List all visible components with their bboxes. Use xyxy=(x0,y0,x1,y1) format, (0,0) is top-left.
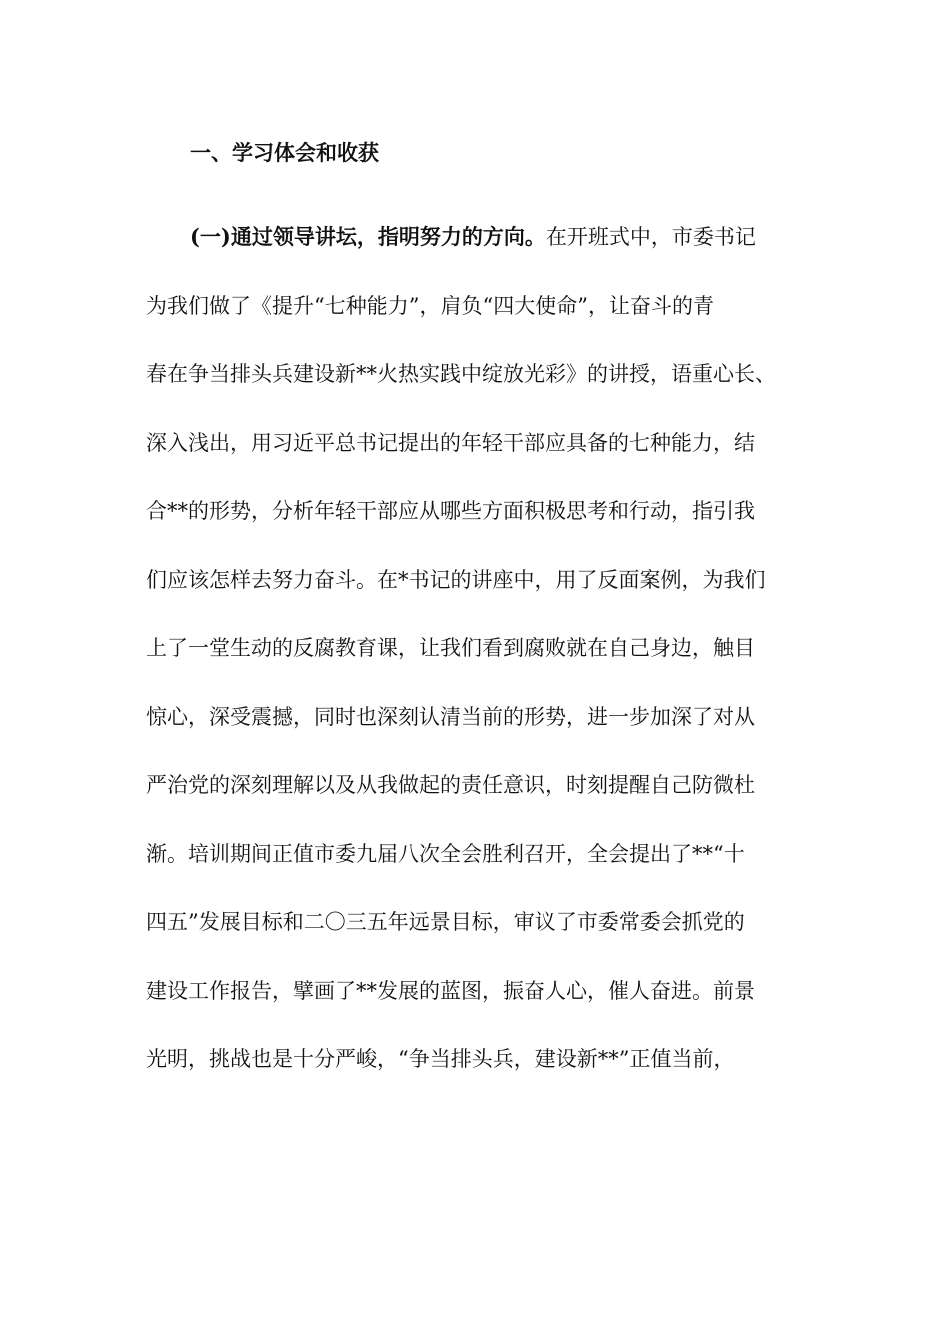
paragraph-line: 上了一堂生动的反腐教育课，让我们看到腐败就在自己身边，触目 xyxy=(146,636,755,660)
paragraph-line: 深入浅出，用习近平总书记提出的年轻干部应具备的七种能力，结 xyxy=(146,430,755,455)
paragraph-line: 渐。培训期间正值市委九届八次全会胜利召开，全会提出了**“十 xyxy=(146,841,745,866)
paragraph-line: 惊心，深受震撼，同时也深刻认清当前的形势，进一步加深了对从 xyxy=(146,704,755,729)
paragraph-lead: (一)通过领导讲坛，指明努力的方向。 xyxy=(190,224,546,249)
paragraph-line: 严治党的深刻理解以及从我做起的责任意识，时刻提醒自己防微杜 xyxy=(146,773,755,797)
paragraph-line: 合**的形势，分析年轻干部应从哪些方面积极思考和行动，指引我 xyxy=(146,499,755,523)
paragraph-line: 为我们做了《提升“七种能力”，肩负“四大使命”，让奋斗的青 xyxy=(146,293,714,318)
paragraph-body xyxy=(146,219,810,1110)
paragraph-line: 春在争当排头兵建设新**火热实践中绽放光彩》的讲授，语重心长、 xyxy=(146,362,776,386)
paragraph-line: 建设工作报告，擘画了**发展的蓝图，振奋人心，催人奋进。前景 xyxy=(146,978,755,1003)
section-heading: 一、学习体会和收获 xyxy=(190,140,379,165)
paragraph-line: 四五”发展目标和二〇三五年远景目标，审议了市委常委会抓党的 xyxy=(146,910,745,934)
paragraph-line: 光明，挑战也是十分严峻，“争当排头兵，建设新**”正值当前， xyxy=(146,1047,735,1071)
paragraph-line xyxy=(146,219,810,288)
paragraph-line-text: 在开班式中，市委书记 xyxy=(545,225,756,249)
paragraph-line: 们应该怎样去努力奋斗。在*书记的讲座中，用了反面案例，为我们 xyxy=(146,567,766,592)
